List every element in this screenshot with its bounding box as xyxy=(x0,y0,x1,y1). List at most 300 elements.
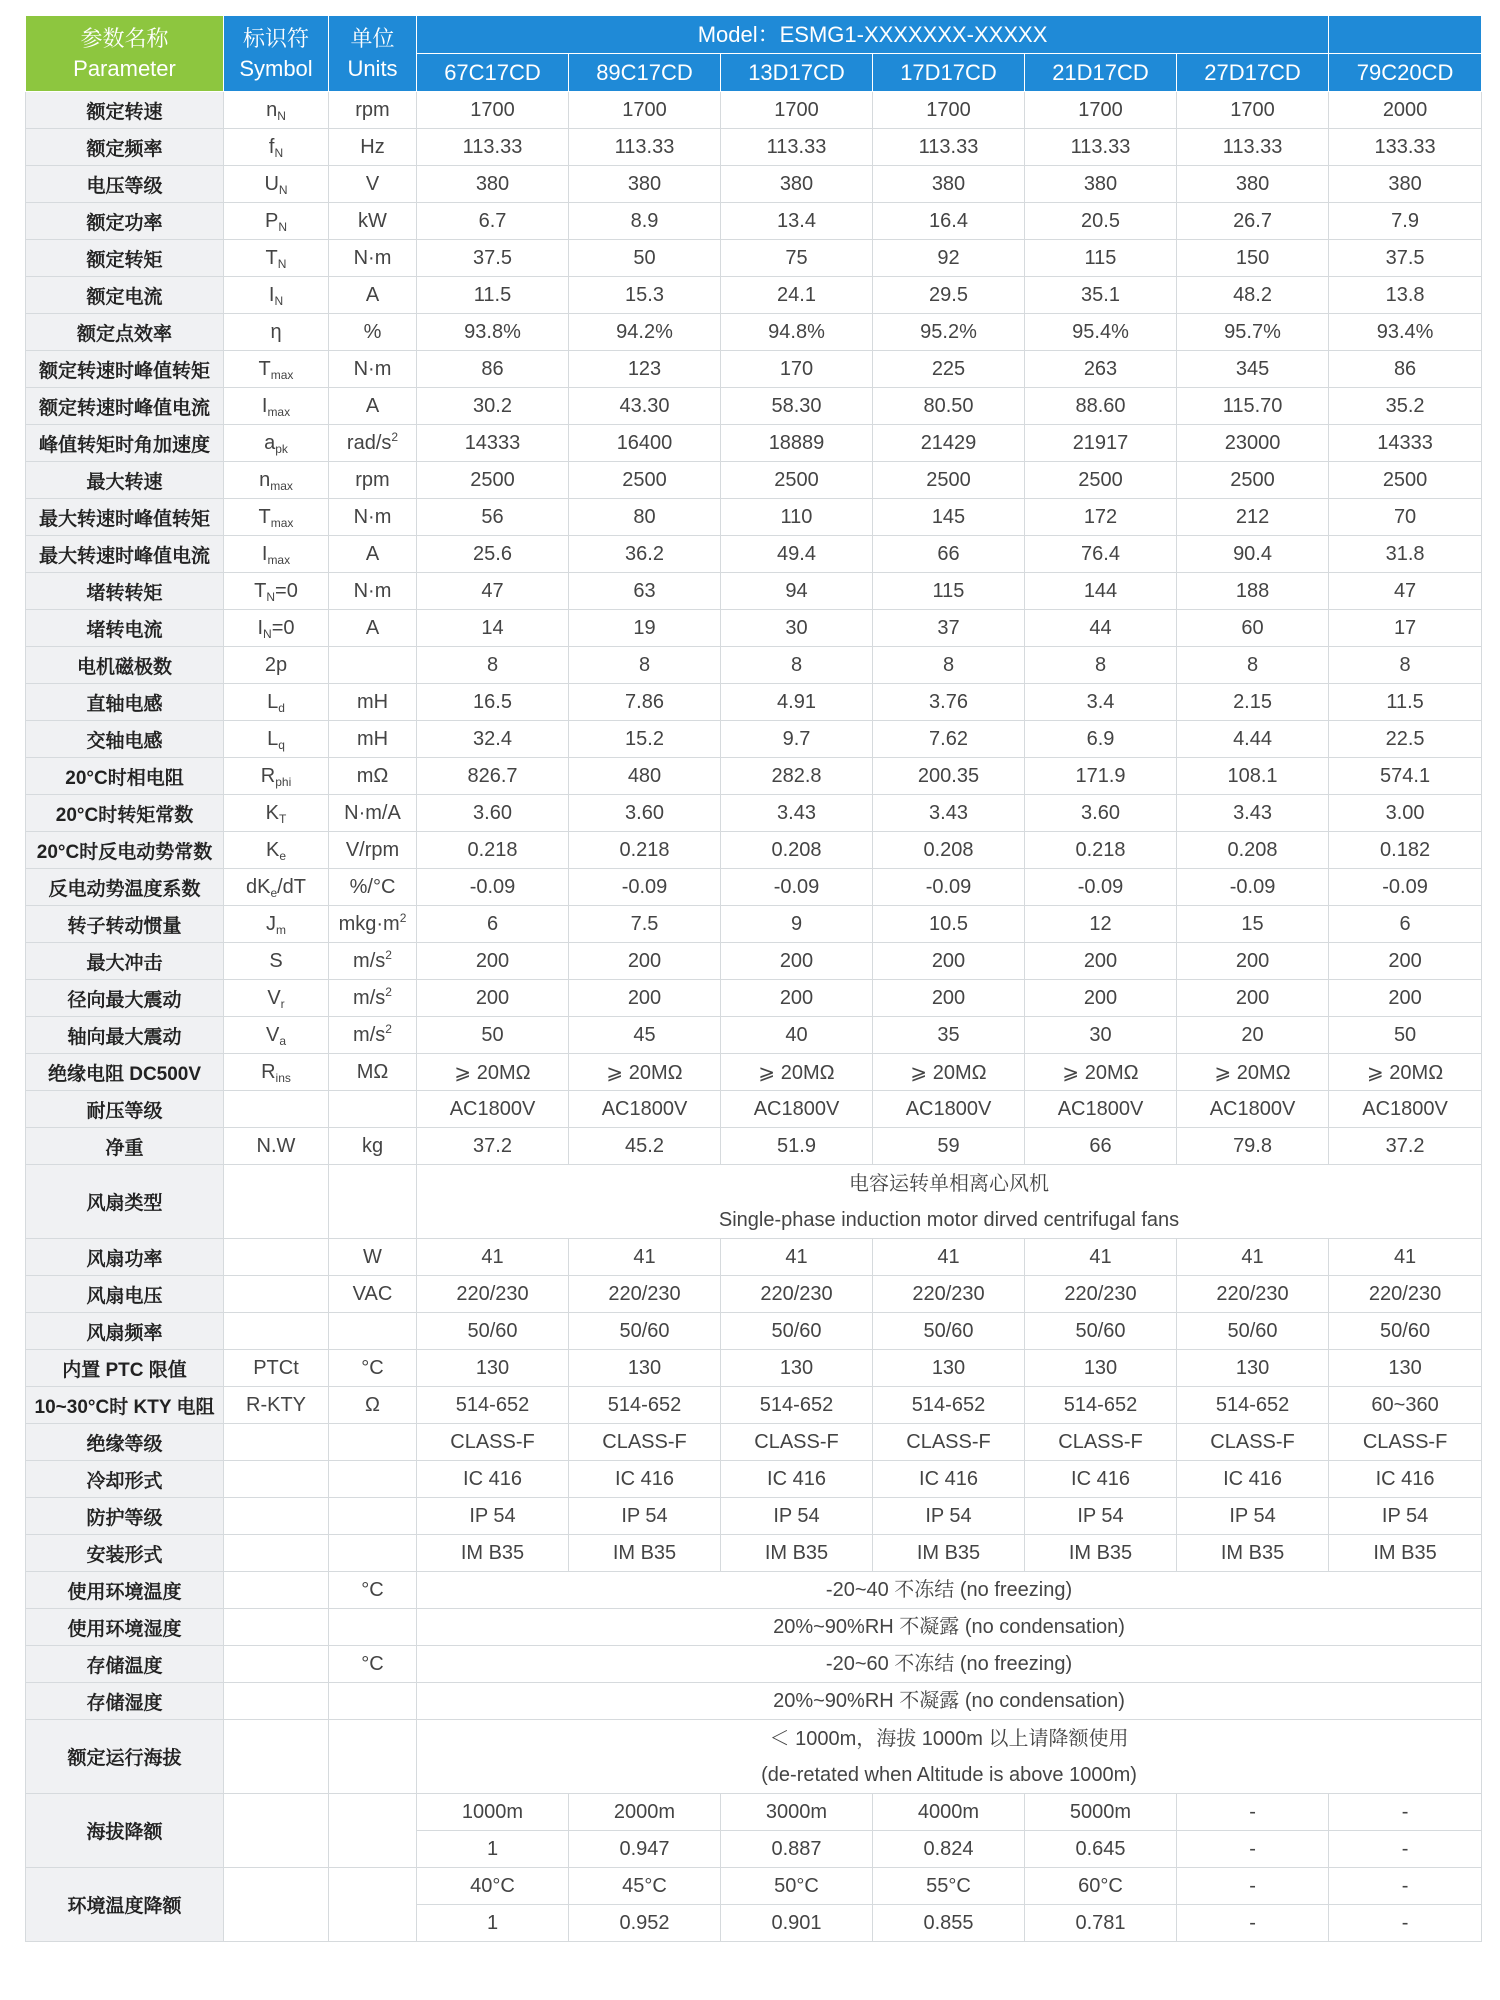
value-cell: 0.182 xyxy=(1329,832,1482,869)
table-row xyxy=(26,129,1482,166)
value-cell: 514-652 xyxy=(417,1387,569,1424)
value-cell: ⩾ 20MΩ xyxy=(873,1054,1025,1091)
value-cell: 37.5 xyxy=(1329,240,1482,277)
value-cell: 200 xyxy=(1177,943,1329,980)
value-cell: 4000m xyxy=(873,1794,1025,1831)
value-cell: 8.9 xyxy=(569,203,721,240)
table-row xyxy=(26,240,1482,277)
symbol-subscript: e xyxy=(270,885,278,900)
table-row xyxy=(26,647,1482,684)
value-cell: 58.30 xyxy=(721,388,873,425)
unit-cell: N·m/A xyxy=(329,795,417,832)
value-cell: 380 xyxy=(1025,166,1177,203)
value-cell: 225 xyxy=(873,351,1025,388)
value-cell: - xyxy=(1177,1868,1329,1905)
value-cell: 37.5 xyxy=(417,240,569,277)
unit-cell: A xyxy=(329,388,417,425)
symbol-cell xyxy=(224,1794,329,1868)
parameter-name: 堵转电流 xyxy=(26,610,224,647)
symbol-cell: $T_N=0$ xyxy=(224,573,329,610)
value-cell: IC 416 xyxy=(1177,1461,1329,1498)
parameter-name: 额定点效率 xyxy=(26,314,224,351)
value-cell: 7.86 xyxy=(569,684,721,721)
value-cell: - xyxy=(1329,1905,1482,1942)
value-cell: 13.8 xyxy=(1329,277,1482,314)
value-cell: 2500 xyxy=(1025,462,1177,499)
value-cell: 574.1 xyxy=(1329,758,1482,795)
symbol-subscript: T xyxy=(279,811,287,826)
header-model-2: 13D17CD xyxy=(721,54,873,92)
value-cell: 66 xyxy=(1025,1128,1177,1165)
unit-cell xyxy=(329,1868,417,1942)
value-cell: AC1800V xyxy=(873,1091,1025,1128)
table-row xyxy=(26,1128,1482,1165)
value-cell: 0.208 xyxy=(721,832,873,869)
value-cell: AC1800V xyxy=(417,1091,569,1128)
unit-superscript: 2 xyxy=(399,910,407,925)
unit-cell xyxy=(329,1313,417,1350)
symbol-subscript: N xyxy=(266,589,276,604)
value-cell: 130 xyxy=(417,1350,569,1387)
value-cell: 75 xyxy=(721,240,873,277)
table-row xyxy=(26,1794,1482,1831)
value-cell: 16.5 xyxy=(417,684,569,721)
merged-value-line: (de-retated when Altitude is above 1000m) xyxy=(761,1763,1137,1786)
value-cell: 45 xyxy=(569,1017,721,1054)
value-cell: 113.33 xyxy=(569,129,721,166)
table-row xyxy=(26,1165,1482,1239)
value-cell: 380 xyxy=(569,166,721,203)
unit-cell: V/rpm xyxy=(329,832,417,869)
unit-cell: kg xyxy=(329,1128,417,1165)
value-cell: 130 xyxy=(1329,1350,1482,1387)
value-cell: 55°C xyxy=(873,1868,1025,1905)
value-cell: 80.50 xyxy=(873,388,1025,425)
merged-value-line: Single-phase induction motor dirved centrifugal fans xyxy=(718,1208,1180,1231)
value-cell: 30.2 xyxy=(417,388,569,425)
value-cell: ⩾ 20MΩ xyxy=(1177,1054,1329,1091)
value-cell: 1000m xyxy=(417,1794,569,1831)
value-cell: 44 xyxy=(1025,610,1177,647)
value-cell: 86 xyxy=(417,351,569,388)
table-row xyxy=(26,684,1482,721)
value-cell: 20 xyxy=(1177,1017,1329,1054)
value-cell: 3.43 xyxy=(721,795,873,832)
table-row xyxy=(26,388,1482,425)
symbol-cell: $n_N$ xyxy=(224,92,329,129)
header-units-cn: 单位 xyxy=(350,25,395,51)
value-cell: 43.30 xyxy=(569,388,721,425)
unit-cell: $m/s^2$ xyxy=(329,1017,417,1054)
header-symbol xyxy=(224,16,329,92)
value-cell: 6.7 xyxy=(417,203,569,240)
unit-cell xyxy=(329,647,417,684)
parameter-name: 交轴电感 xyxy=(26,721,224,758)
table-row xyxy=(26,1572,1482,1609)
value-cell: 130 xyxy=(1177,1350,1329,1387)
value-cell: 63 xyxy=(569,573,721,610)
symbol-cell: $U_N$ xyxy=(224,166,329,203)
parameter-name: 内置 PTC 限值 xyxy=(26,1350,224,1387)
value-cell: 0.824 xyxy=(873,1831,1025,1868)
value-cell: 345 xyxy=(1177,351,1329,388)
parameter-name: 峰值转矩时角加速度 xyxy=(26,425,224,462)
symbol-cell xyxy=(224,1535,329,1572)
table-row xyxy=(26,1683,1482,1720)
symbol-cell: PTCt xyxy=(224,1350,329,1387)
symbol-cell: $V_r$ xyxy=(224,980,329,1017)
value-cell: ⩾ 20MΩ xyxy=(721,1054,873,1091)
value-cell: 47 xyxy=(1329,573,1482,610)
value-cell: 94.2% xyxy=(569,314,721,351)
value-cell: IC 416 xyxy=(721,1461,873,1498)
parameter-name: 海拔降额 xyxy=(26,1794,224,1868)
value-cell: CLASS-F xyxy=(1177,1424,1329,1461)
symbol-cell: $K_e$ xyxy=(224,832,329,869)
table-row xyxy=(26,425,1482,462)
symbol-subscript: a xyxy=(279,1033,287,1048)
value-cell: 200.35 xyxy=(873,758,1025,795)
parameter-name: 风扇频率 xyxy=(26,1313,224,1350)
unit-cell: Hz xyxy=(329,129,417,166)
value-cell: 380 xyxy=(873,166,1025,203)
value-cell: 0.645 xyxy=(1025,1831,1177,1868)
value-cell: 3000m xyxy=(721,1794,873,1831)
value-cell: - xyxy=(1177,1794,1329,1831)
table-row xyxy=(26,573,1482,610)
symbol-cell xyxy=(224,1720,329,1794)
table-row xyxy=(26,980,1482,1017)
value-cell: 8 xyxy=(1177,647,1329,684)
value-cell: IP 54 xyxy=(1329,1498,1482,1535)
header-model-3: 17D17CD xyxy=(873,54,1025,92)
value-cell: 200 xyxy=(721,980,873,1017)
unit-cell: % xyxy=(329,314,417,351)
value-cell: 380 xyxy=(417,166,569,203)
parameter-name: 电压等级 xyxy=(26,166,224,203)
unit-cell xyxy=(329,1720,417,1794)
unit-superscript: 2 xyxy=(385,1021,392,1036)
value-cell: IP 54 xyxy=(721,1498,873,1535)
symbol-subscript: N xyxy=(277,256,287,271)
unit-superscript: 2 xyxy=(391,429,399,444)
value-cell: 2000m xyxy=(569,1794,721,1831)
value-cell: IP 54 xyxy=(1177,1498,1329,1535)
value-cell: 170 xyxy=(721,351,873,388)
unit-cell: VAC xyxy=(329,1276,417,1313)
header-parameter xyxy=(26,16,224,92)
value-cell: 50/60 xyxy=(1177,1313,1329,1350)
symbol-cell: $J_m$ xyxy=(224,906,329,943)
value-cell: 115 xyxy=(873,573,1025,610)
value-cell: 1700 xyxy=(1025,92,1177,129)
unit-cell: N·m xyxy=(329,351,417,388)
table-row xyxy=(26,203,1482,240)
value-cell: 36.2 xyxy=(569,536,721,573)
parameter-name: 耐压等级 xyxy=(26,1091,224,1128)
symbol-subscript: d xyxy=(278,700,285,715)
value-cell: 3.60 xyxy=(569,795,721,832)
symbol-cell: $T_{max}$ xyxy=(224,351,329,388)
value-cell: 1700 xyxy=(1177,92,1329,129)
value-cell: -0.09 xyxy=(1177,869,1329,906)
value-cell: 50/60 xyxy=(569,1313,721,1350)
header-model: Model：ESMG1-XXXXXXX-XXXXX xyxy=(417,16,1329,54)
symbol-cell: $I_{max}$ xyxy=(224,388,329,425)
value-cell: 40 xyxy=(721,1017,873,1054)
value-cell: 41 xyxy=(417,1239,569,1276)
value-cell: 66 xyxy=(873,536,1025,573)
table-row xyxy=(26,1609,1482,1646)
value-cell: 3.60 xyxy=(1025,795,1177,832)
symbol-cell: $f_N$ xyxy=(224,129,329,166)
table-row xyxy=(26,1091,1482,1128)
value-cell: 200 xyxy=(1329,980,1482,1017)
table-row xyxy=(26,1350,1482,1387)
value-cell: 0.887 xyxy=(721,1831,873,1868)
parameter-name: 防护等级 xyxy=(26,1498,224,1535)
value-cell: - xyxy=(1329,1868,1482,1905)
value-cell: IM B35 xyxy=(1177,1535,1329,1572)
value-cell: 29.5 xyxy=(873,277,1025,314)
unit-cell: N·m xyxy=(329,499,417,536)
parameter-name: 最大冲击 xyxy=(26,943,224,980)
unit-cell: %/°C xyxy=(329,869,417,906)
value-cell: 50/60 xyxy=(873,1313,1025,1350)
parameter-name: 径向最大震动 xyxy=(26,980,224,1017)
parameter-name: 冷却形式 xyxy=(26,1461,224,1498)
value-cell: 40°C xyxy=(417,1868,569,1905)
value-cell: -0.09 xyxy=(873,869,1025,906)
value-cell: 1700 xyxy=(417,92,569,129)
table-row xyxy=(26,1868,1482,1905)
symbol-subscript: ins xyxy=(275,1070,291,1085)
value-cell: IP 54 xyxy=(1025,1498,1177,1535)
unit-superscript: 2 xyxy=(385,947,392,962)
value-cell: 200 xyxy=(569,980,721,1017)
value-cell: AC1800V xyxy=(1177,1091,1329,1128)
symbol-subscript: q xyxy=(278,737,285,752)
value-cell: 113.33 xyxy=(721,129,873,166)
parameter-name: 额定转速时峰值转矩 xyxy=(26,351,224,388)
parameter-name: 最大转速时峰值电流 xyxy=(26,536,224,573)
value-cell: 130 xyxy=(721,1350,873,1387)
parameter-name: 10~30°C时 KTY 电阻 xyxy=(26,1387,224,1424)
value-cell: 37 xyxy=(873,610,1025,647)
symbol-cell xyxy=(224,1498,329,1535)
parameter-name: 风扇类型 xyxy=(26,1165,224,1239)
value-cell: 15.3 xyxy=(569,277,721,314)
value-cell: 23000 xyxy=(1177,425,1329,462)
symbol-cell xyxy=(224,1091,329,1128)
table-row xyxy=(26,536,1482,573)
table-row xyxy=(26,1239,1482,1276)
value-cell: - xyxy=(1177,1831,1329,1868)
header-model-6: 79C20CD xyxy=(1329,54,1482,92)
value-cell: 3.00 xyxy=(1329,795,1482,832)
value-cell: 30 xyxy=(721,610,873,647)
table-row xyxy=(26,92,1482,129)
table-row xyxy=(26,462,1482,499)
value-cell: 7.5 xyxy=(569,906,721,943)
value-cell: 0.208 xyxy=(873,832,1025,869)
parameter-name: 风扇功率 xyxy=(26,1239,224,1276)
header-model-4: 21D17CD xyxy=(1025,54,1177,92)
value-cell: 200 xyxy=(417,943,569,980)
unit-cell: A xyxy=(329,277,417,314)
merged-value-line: 电容运转单相离心风机 xyxy=(849,1172,1050,1195)
symbol-cell: $K_T$ xyxy=(224,795,329,832)
table-row xyxy=(26,1424,1482,1461)
value-cell: IC 416 xyxy=(417,1461,569,1498)
symbol-subscript: max xyxy=(270,515,294,530)
parameter-name: 额定电流 xyxy=(26,277,224,314)
value-cell: 50 xyxy=(417,1017,569,1054)
value-cell: 123 xyxy=(569,351,721,388)
value-cell: 95.7% xyxy=(1177,314,1329,351)
value-cell: 80 xyxy=(569,499,721,536)
value-cell: 0.218 xyxy=(417,832,569,869)
value-cell: 0.947 xyxy=(569,1831,721,1868)
unit-cell: $m/s^2$ xyxy=(329,943,417,980)
header-units xyxy=(329,16,417,92)
value-cell: 380 xyxy=(1177,166,1329,203)
value-cell: ⩾ 20MΩ xyxy=(569,1054,721,1091)
header-units-en: Units xyxy=(347,55,398,81)
value-cell: 5000m xyxy=(1025,1794,1177,1831)
symbol-cell: R-KTY xyxy=(224,1387,329,1424)
table-row xyxy=(26,1387,1482,1424)
symbol-cell: S xyxy=(224,943,329,980)
parameter-name: 额定转速时峰值电流 xyxy=(26,388,224,425)
value-cell: 8 xyxy=(721,647,873,684)
value-cell: 19 xyxy=(569,610,721,647)
value-cell: 200 xyxy=(417,980,569,1017)
value-cell: 56 xyxy=(417,499,569,536)
symbol-cell: $I_N=0$ xyxy=(224,610,329,647)
table-row xyxy=(26,351,1482,388)
value-cell: 17 xyxy=(1329,610,1482,647)
symbol-cell xyxy=(224,1424,329,1461)
symbol-subscript: N xyxy=(274,145,284,160)
value-cell: 41 xyxy=(721,1239,873,1276)
value-cell: 8 xyxy=(1329,647,1482,684)
unit-cell: A xyxy=(329,610,417,647)
value-cell: 12 xyxy=(1025,906,1177,943)
value-cell: 60~360 xyxy=(1329,1387,1482,1424)
value-cell: 514-652 xyxy=(721,1387,873,1424)
value-cell: 200 xyxy=(569,943,721,980)
value-cell: 2500 xyxy=(873,462,1025,499)
value-cell: 212 xyxy=(1177,499,1329,536)
merged-value-line: 20%~90%RH 不凝露 (no condensation) xyxy=(773,1690,1125,1712)
value-cell: 108.1 xyxy=(1177,758,1329,795)
value-cell: 48.2 xyxy=(1177,277,1329,314)
value-cell: 3.60 xyxy=(417,795,569,832)
parameter-name: 净重 xyxy=(26,1128,224,1165)
value-cell: 37.2 xyxy=(1329,1128,1482,1165)
value-cell: ⩾ 20MΩ xyxy=(1329,1054,1482,1091)
symbol-subscript: N xyxy=(263,626,272,641)
value-cell: 113.33 xyxy=(1177,129,1329,166)
symbol-subscript: max xyxy=(267,404,291,419)
value-cell: 6 xyxy=(417,906,569,943)
value-cell: 130 xyxy=(1025,1350,1177,1387)
value-cell: 60°C xyxy=(1025,1868,1177,1905)
unit-cell: W xyxy=(329,1239,417,1276)
value-cell: 16.4 xyxy=(873,203,1025,240)
value-cell: 113.33 xyxy=(417,129,569,166)
value-cell: 45°C xyxy=(569,1868,721,1905)
value-cell: 130 xyxy=(569,1350,721,1387)
unit-superscript: 2 xyxy=(385,984,392,999)
symbol-cell xyxy=(224,1572,329,1609)
value-cell: 514-652 xyxy=(1025,1387,1177,1424)
value-cell: 480 xyxy=(569,758,721,795)
unit-cell: mH xyxy=(329,684,417,721)
symbol-cell: $a_{pk}$ xyxy=(224,425,329,462)
table-row xyxy=(26,721,1482,758)
symbol-cell: η xyxy=(224,314,329,351)
value-cell: 2500 xyxy=(721,462,873,499)
symbol-cell: $R_{ins}$ xyxy=(224,1054,329,1091)
parameter-name: 使用环境温度 xyxy=(26,1572,224,1609)
symbol-cell: $I_{max}$ xyxy=(224,536,329,573)
value-cell: 150 xyxy=(1177,240,1329,277)
value-cell: 24.1 xyxy=(721,277,873,314)
unit-cell: Ω xyxy=(329,1387,417,1424)
table-row xyxy=(26,499,1482,536)
value-cell: 115.70 xyxy=(1177,388,1329,425)
value-cell: 0.218 xyxy=(569,832,721,869)
value-cell: 21429 xyxy=(873,425,1025,462)
value-cell: ⩾ 20MΩ xyxy=(417,1054,569,1091)
value-cell: CLASS-F xyxy=(417,1424,569,1461)
value-cell: 380 xyxy=(721,166,873,203)
value-cell: CLASS-F xyxy=(1329,1424,1482,1461)
header-model-0: 67C17CD xyxy=(417,54,569,92)
table-row xyxy=(26,758,1482,795)
value-cell: 145 xyxy=(873,499,1025,536)
symbol-subscript: pk xyxy=(275,441,288,456)
value-cell: 200 xyxy=(873,943,1025,980)
value-cell: 90.4 xyxy=(1177,536,1329,573)
value-cell: IM B35 xyxy=(873,1535,1025,1572)
symbol-cell: $L_q$ xyxy=(224,721,329,758)
symbol-cell: $P_N$ xyxy=(224,203,329,240)
merged-value-line: -20~60 不冻结 (no freezing) xyxy=(825,1653,1073,1675)
table-row xyxy=(26,166,1482,203)
value-cell: 30 xyxy=(1025,1017,1177,1054)
value-cell: 826.7 xyxy=(417,758,569,795)
symbol-cell: $dK_e/dT$ xyxy=(224,869,329,906)
value-cell: 79.8 xyxy=(1177,1128,1329,1165)
value-cell: 41 xyxy=(569,1239,721,1276)
value-cell: 31.8 xyxy=(1329,536,1482,573)
value-cell: AC1800V xyxy=(569,1091,721,1128)
symbol-cell xyxy=(224,1646,329,1683)
value-cell: 41 xyxy=(1177,1239,1329,1276)
value-cell: - xyxy=(1329,1831,1482,1868)
value-cell: 1700 xyxy=(569,92,721,129)
value-cell: 220/230 xyxy=(1025,1276,1177,1313)
merged-value-cell xyxy=(417,1572,1482,1609)
value-cell: CLASS-F xyxy=(569,1424,721,1461)
symbol-cell xyxy=(224,1461,329,1498)
value-cell: IP 54 xyxy=(569,1498,721,1535)
value-cell: 3.43 xyxy=(1177,795,1329,832)
merged-value-cell xyxy=(417,1683,1482,1720)
